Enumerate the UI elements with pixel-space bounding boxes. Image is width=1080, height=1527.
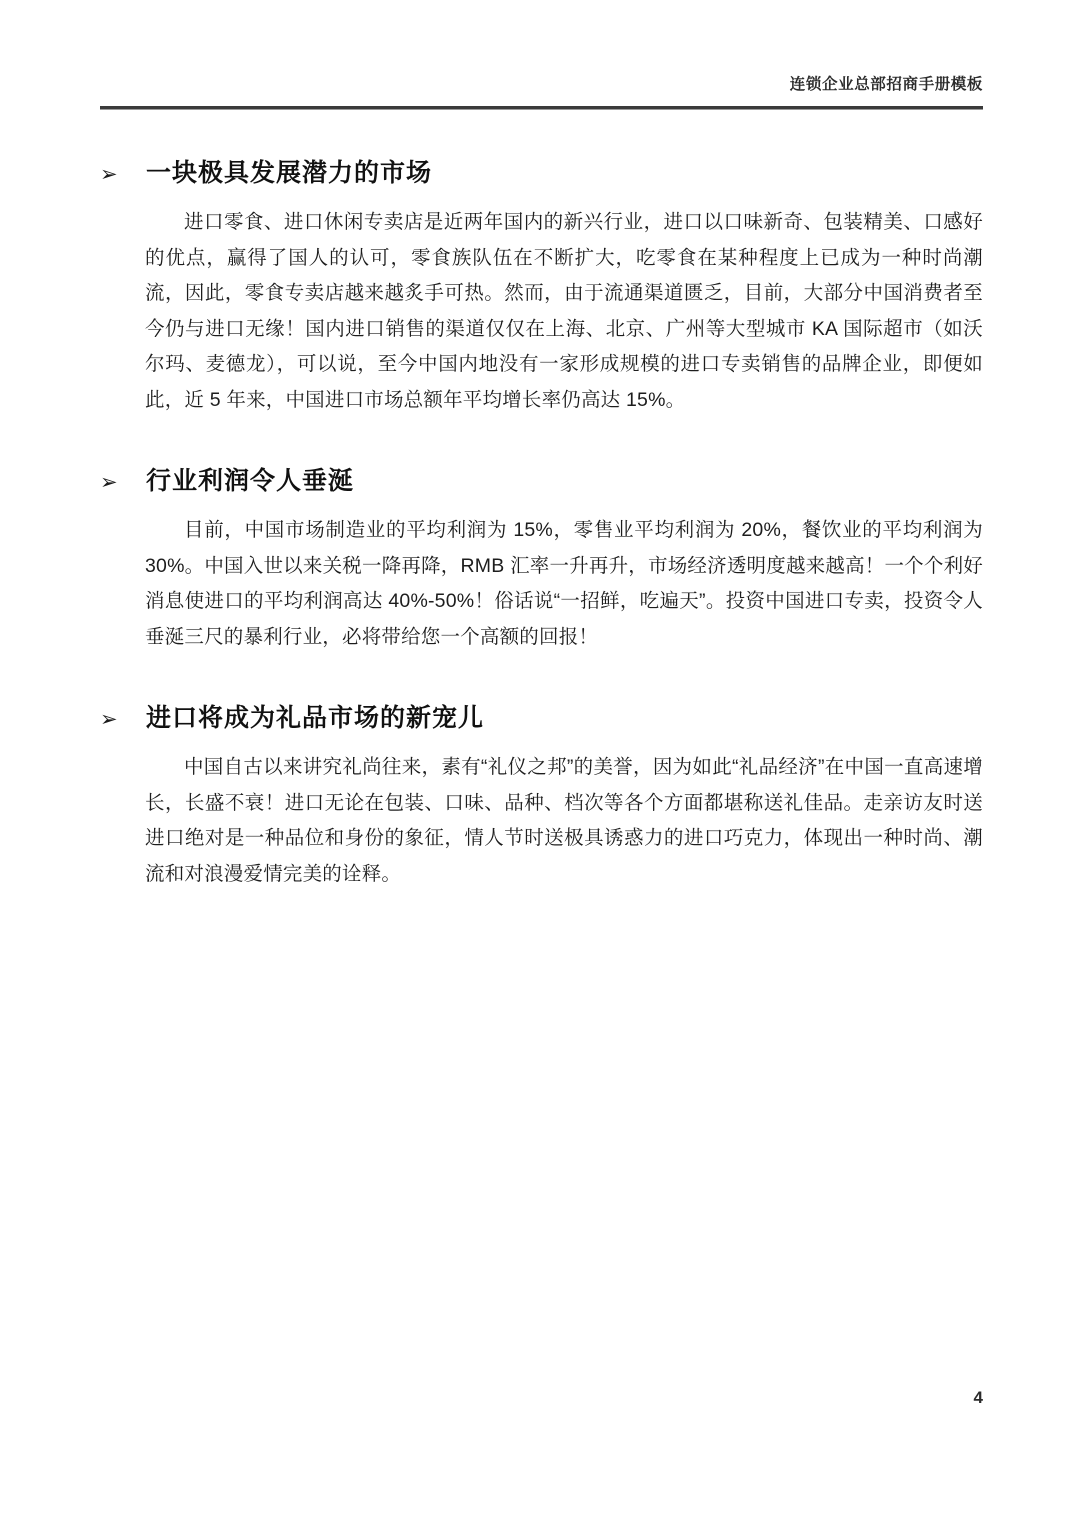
arrow-bullet-icon: ➢ <box>100 162 118 186</box>
section-market-potential <box>100 156 983 418</box>
header-divider <box>100 106 983 110</box>
arrow-bullet-icon: ➢ <box>100 707 118 731</box>
page-number: 4 <box>973 1388 983 1407</box>
section-gift-market <box>100 701 983 892</box>
document-body <box>100 156 983 892</box>
arrow-bullet-icon: ➢ <box>100 470 118 494</box>
section-heading <box>100 156 983 191</box>
section-paragraph: 进口零食、进口休闲专卖店是近两年国内的新兴行业，进口以口味新奇、包装精美、口感好的优点，赢得了国人的认可，零食族队伍在不断扩大，吃零食在某种程度上已成为一种时尚潮流，因此，零食专卖店越来越炙手可热。然而，由于流通渠道匮乏，目前，大部分中国消费者至今仍与进口无缘！国内进口销售的渠道仅仅在上海、北京、广州等大型城市 KA 国际超市（如沃尔玛、麦德龙），可以说，至今中国内地没有一家形成规模的进口专卖销售的品牌企业，即便如此，近 5 年来，中国进口市场总额年平均增长率仍高达 15%。 <box>145 211 983 411</box>
section-paragraph: 中国自古以来讲究礼尚往来，素有“礼仪之邦”的美誉，因为如此“礼品经济”在中国一直高速增长，长盛不衰！进口无论在包装、口味、品种、档次等各个方面都堪称送礼佳品。走亲访友时送进口绝对是一种品位和身份的象征，情人节时送极具诱惑力的进口巧克力，体现出一种时尚、潮流和对浪漫爱情完美的诠释。 <box>145 756 983 885</box>
section-title: 进口将成为礼品市场的新宠儿 <box>146 704 485 732</box>
header-title: 连锁企业总部招商手册模板 <box>789 76 983 93</box>
section-heading <box>100 701 983 736</box>
section-title: 一块极具发展潜力的市场 <box>146 159 433 187</box>
section-title: 行业利润令人垂涎 <box>146 467 355 495</box>
section-heading <box>100 464 983 499</box>
page-footer <box>100 1386 983 1414</box>
section-paragraph: 目前，中国市场制造业的平均利润为 15%，零售业平均利润为 20%，餐饮业的平均利润为 30%。中国入世以来关税一降再降，RMB 汇率一升再升，市场经济透明度越来越高！一个个利好消息使进口的平均利润高达 40%-50%！俗话说“一招鲜，吃遍天”。投资中国进口专卖，投资令人垂涎三尺的暴利行业，必将带给您一个高额的回报！ <box>145 519 983 648</box>
page-header <box>100 74 983 114</box>
section-industry-profit <box>100 464 983 655</box>
